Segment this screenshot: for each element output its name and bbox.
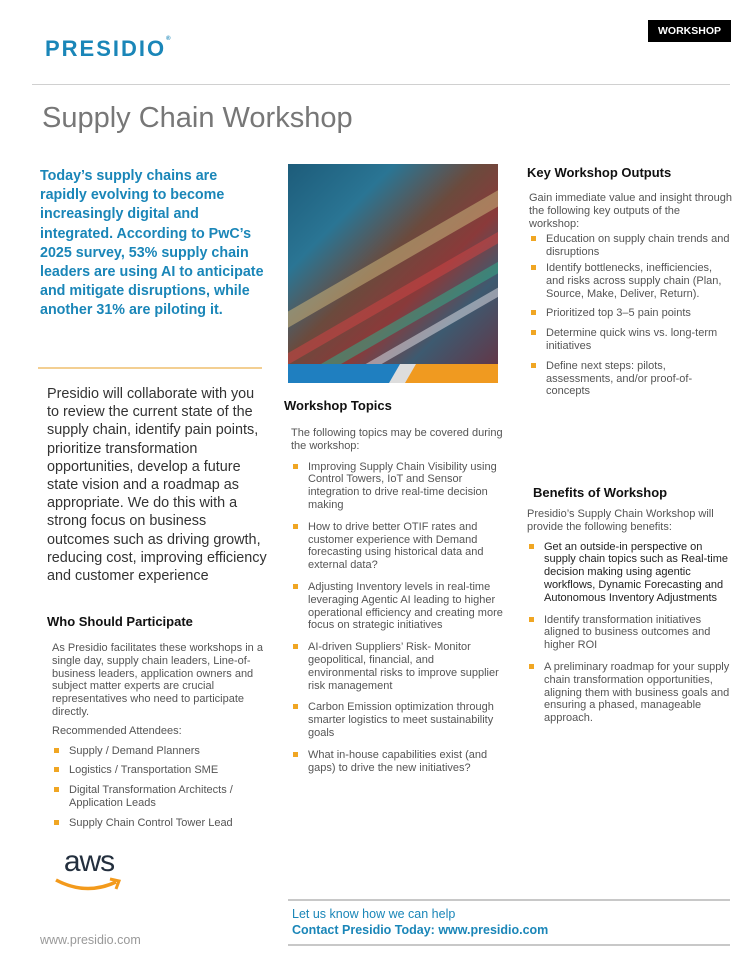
participate-text: As Presidio facilitates these workshops in a single day, supply chain leaders, Line-of-business leaders, application owners and subject matter experts are crucial representatives who need to participate directly.: [52, 642, 263, 718]
header-divider: [32, 84, 730, 85]
benefits-intro: Presidio’s Supply Chain Workshop will provide the following benefits:: [527, 508, 714, 533]
outputs-heading: Key Workshop Outputs: [527, 165, 672, 180]
list-item: AI-driven Suppliers’ Risk- Monitor geopolitical, financial, and environmental risks to improve supplier risk management: [291, 641, 504, 692]
list-item: A preliminary roadmap for your supply chain transformation opportunities, aligning them with business goals and ensuring a phased, manageable approach.: [527, 661, 732, 725]
list-item: Determine quick wins vs. long-term initiatives: [529, 327, 732, 353]
workshop-badge: WORKSHOP: [648, 20, 731, 42]
attendees-list: [52, 745, 267, 830]
port-containers-illustration: [288, 164, 498, 383]
benefits-heading: Benefits of Workshop: [533, 485, 668, 500]
topics-body: [291, 427, 504, 774]
intro-statement: Today’s supply chains are rapidly evolving to become increasingly digital and integrated. According to PwC’s 2025 survey, 53% supply chain leaders are using AI to anticipate and mitigate disruptions, while another 31% are piloting it.: [40, 168, 264, 319]
participate-section: [47, 614, 267, 830]
help-text: Let us know how we can help: [292, 907, 456, 921]
page-title: Supply Chain Workshop: [42, 102, 353, 134]
participate-body: [52, 642, 267, 830]
registered-mark: ®: [166, 36, 171, 42]
list-item: Identify bottlenecks, inefficiencies, and risks across supply chain (Plan, Source, Make, Deliver, Return).: [529, 262, 732, 300]
orange-divider: [38, 367, 262, 369]
attendees-label: Recommended Attendees:: [52, 724, 182, 737]
benefits-section: [527, 485, 732, 725]
list-item: Carbon Emission optimization through smarter logistics to meet sustainability goals: [291, 701, 504, 739]
topics-section: [284, 398, 504, 774]
logo-text: PRESIDIO: [45, 36, 167, 61]
contact-link[interactable]: Contact Presidio Today: www.presidio.com: [292, 923, 549, 937]
list-item: Improving Supply Chain Visibility using Control Towers, IoT and Sensor integration to drive real-time decision making: [291, 461, 504, 512]
list-item: Get an outside-in perspective on supply chain topics such as Real-time decision making using agentic workflows, Dynamic Forecasting and Autonomous Inventory Adjustments: [527, 541, 732, 605]
benefits-body: [527, 508, 732, 725]
aws-logo-text: aws: [63, 845, 115, 878]
lead-paragraph: Presidio will collaborate with you to review the current state of the supply chain, identify pain points, prioritize transformation opportunities, develop a future state vision and a roadmap as appropriate. We do this with a strong focus on business outcomes such as driving growth, reducing cost, improving efficiency and customer experience: [47, 386, 267, 585]
participate-heading: Who Should Participate: [47, 614, 193, 629]
list-item: Prioritized top 3–5 pain points: [529, 307, 732, 320]
presidio-logo: [45, 36, 171, 62]
aws-logo: [52, 845, 126, 896]
topics-intro: The following topics may be covered during the workshop:: [291, 427, 503, 452]
aws-smile-icon: [52, 876, 126, 894]
list-item: Digital Transformation Architects / Application Leads: [52, 784, 267, 810]
outputs-intro: Gain immediate value and insight through the following key outputs of the workshop:: [529, 192, 733, 230]
outputs-list: [529, 233, 732, 398]
list-item: What in-house capabilities exist (and gaps) to drive the new initiatives?: [291, 749, 504, 775]
list-item: Supply / Demand Planners: [52, 745, 267, 758]
footer-divider-top: [288, 899, 730, 901]
list-item: Adjusting Inventory levels in real-time leveraging Agentic AI leading to higher operational efficiency and creating more focus on strategic initiatives: [291, 581, 504, 632]
list-item: Supply Chain Control Tower Lead: [52, 817, 267, 830]
outputs-section: [527, 165, 732, 398]
topics-list: [291, 461, 504, 775]
footer-divider-bottom: [288, 944, 730, 946]
list-item: Logistics / Transportation SME: [52, 764, 267, 777]
list-item: How to drive better OTIF rates and customer experience with Demand forecasting using historical data and external data?: [291, 521, 504, 572]
list-item: Identify transformation initiatives aligned to business outcomes and higher ROI: [527, 614, 732, 652]
list-item: Education on supply chain trends and disruptions: [529, 233, 732, 259]
benefits-list: [527, 541, 732, 725]
outputs-body: [529, 192, 732, 398]
topics-heading: Workshop Topics: [284, 398, 392, 413]
list-item: Define next steps: pilots, assessments, and/or proof-of-concepts: [529, 360, 732, 398]
port-aerial-image: [288, 164, 498, 383]
website-link[interactable]: www.presidio.com: [40, 933, 141, 947]
